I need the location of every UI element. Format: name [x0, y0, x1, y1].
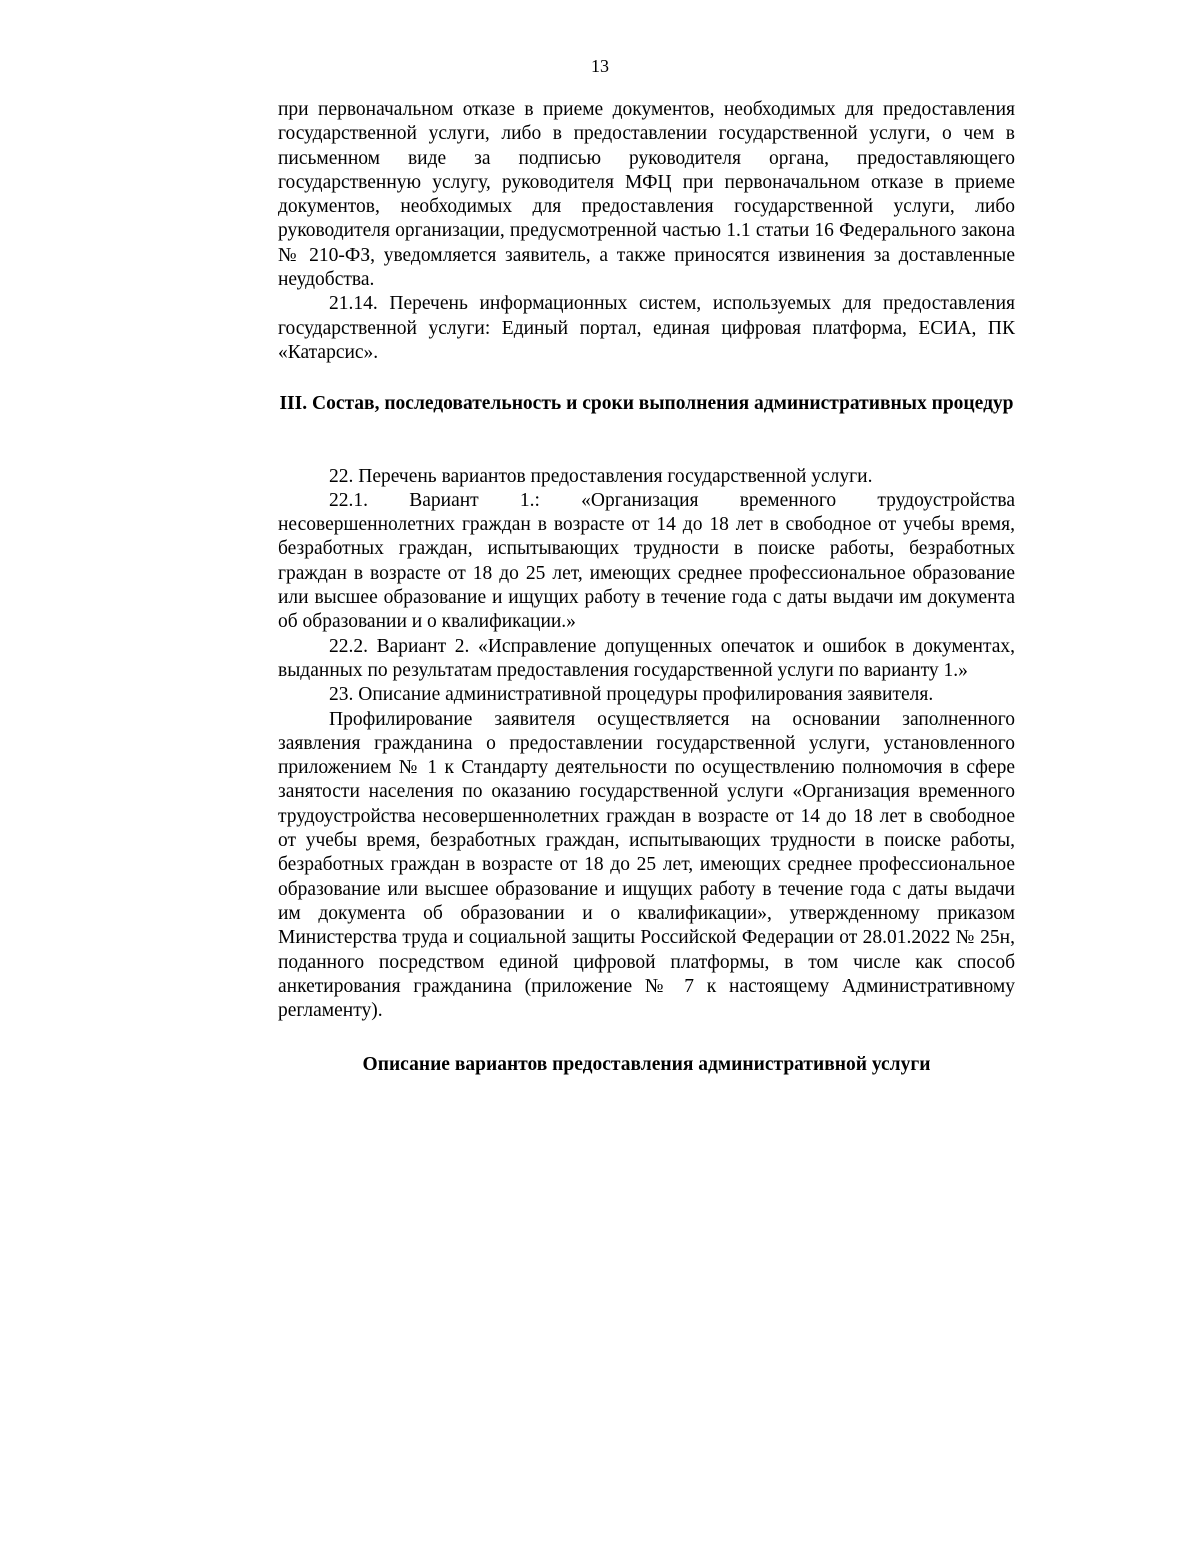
paragraph-22: 22. Перечень вариантов предоставления государственной услуги. — [329, 465, 873, 487]
document-body — [278, 98, 1015, 1078]
paragraph-refusal-notice: при первоначальном отказе в приеме документов, необходимых для предоставления государственной услуги, либо в предоставлении государственной услуги, о чем в письменном виде за подписью руководителя органа, предоставляющего государственную услугу, руководителя МФЦ при первоначальном отказе в приеме документов, необходимых для предоставления государственной услуги, либо руководителя организации, предусмотренной частью 1.1 статьи 16 Федерального закона № 210-ФЗ, уведомляется заявитель, а также приносятся извинения за доставленные неудобства. — [278, 99, 1015, 291]
section-heading: III. Состав, последовательность и сроки выполнения административных процедур — [279, 393, 1014, 415]
paragraph-23: 23. Описание административной процедуры профилирования заявителя. — [329, 684, 934, 706]
paragraph-profiling: Профилирование заявителя осуществляется на основании заполненного заявления гражданина о предоставлении государственной услуги, установленного приложением № 1 к Стандарту деятельности по осуществлению полномочия в сфере занятости населения по оказанию государственной услуги «Организация временного трудоустройства несовершеннолетних граждан в возрасте от 14 до 18 лет в свободное от учебы время, безработных граждан, испытывающих трудности в поиске работы, безработных граждан в возрасте от 18 до 25 лет, имеющих среднее профессиональное образование или высшее образование и ищущих работу в течение года с даты выдачи им документа об образовании и о квалификации», утвержденному приказом Министерства труда и социальной защиты Российской Федерации от 28.01.2022 № 25н, поданного посредством единой цифровой платформы, в том числе как способ анкетирования гражданина (приложение № 7 к настоящему Административному регламенту). — [278, 708, 1015, 1022]
subheading-variants: Описание вариантов предоставления административной услуги — [362, 1054, 931, 1076]
page-number: 13 — [591, 56, 609, 76]
paragraph-22-1: 22.1. Вариант 1.: «Организация временного трудоустройства несовершеннолетних граждан в возрасте от 14 до 18 лет в свободное от учебы время, безработных граждан, испытывающих трудности в поиске работы, безработных граждан в возрасте от 18 до 25 лет, имеющих среднее профессиональное образование или высшее образование и ищущих работу в течение года с даты выдачи им документа об образовании и о квалификации.» — [278, 489, 1015, 633]
paragraph-21-14: 21.14. Перечень информационных систем, используемых для предоставления государственной услуги: Единый портал, единая цифровая платформа, ЕСИА, ПК «Катарсис». — [278, 293, 1015, 363]
paragraph-22-2: 22.2. Вариант 2. «Исправление допущенных опечаток и ошибок в документах, выданных по результатам предоставления государственной услуги по варианту 1.» — [278, 635, 1015, 681]
